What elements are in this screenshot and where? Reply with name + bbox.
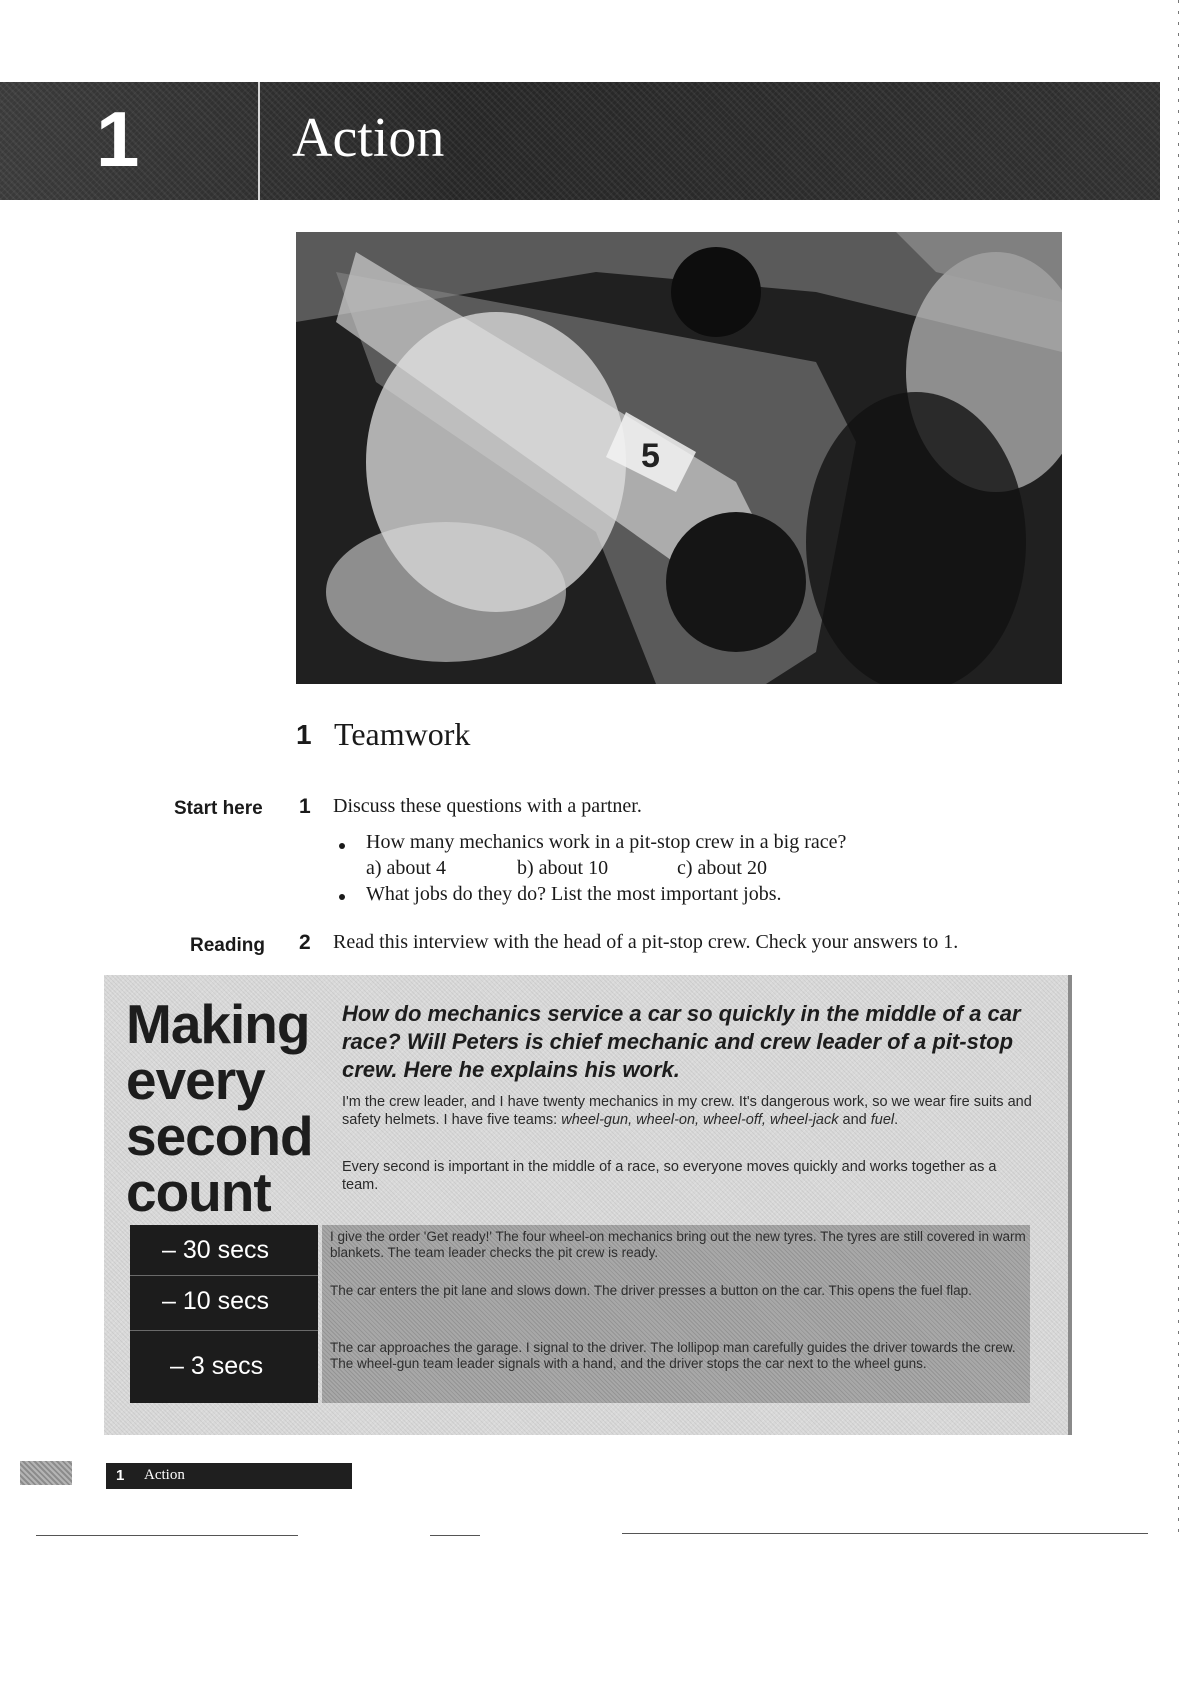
time-label-30: – 30 secs [162, 1236, 270, 1264]
section-title: Teamwork [334, 716, 471, 752]
timeline-text-30: I give the order 'Get ready!' The four wheel-on mechanics bring out the new tyres. The tyres are still covered in warm blankets. The team leader checks the pit crew is ready. [330, 1229, 1026, 1260]
timeline-text-3: The car approaches the garage. I signal to the driver. The lollipop man carefully guides the driver towards the crew. The wheel-gun team leader signals with a hand, and the driver stops the car next to the wheel guns. [330, 1340, 1016, 1371]
footer-tab [106, 1463, 352, 1489]
task1-instruction: Discuss these questions with a partner. [333, 795, 642, 817]
footer-unit-title: Action [144, 1467, 185, 1483]
timeline-divider [130, 1330, 318, 1331]
headline-line: count [126, 1161, 271, 1223]
time-label-10: – 10 secs [162, 1287, 270, 1315]
scan-edge [1178, 0, 1179, 1540]
scan-artifact-line [430, 1535, 480, 1536]
headline-line: Making [126, 993, 310, 1055]
unit-header-band [0, 82, 1160, 200]
timeline-text-10: The car enters the pit lane and slows down. The driver presses a button on the car. This opens the fuel flap. [330, 1283, 972, 1298]
option-c: c) about 20 [677, 857, 767, 879]
task1-question-2: What jobs do they do? List the most important jobs. [366, 883, 782, 905]
section-number: 1 [296, 719, 312, 750]
timeline-divider [130, 1275, 318, 1276]
article-paragraph-1: I'm the crew leader, and I have twenty mechanics in my crew. It's dangerous work, so we wear fire suits and safety helmets. I have five teams: wheel-gun, wheel-on, wheel-off, wheel-jack and fuel. [342, 1094, 1032, 1128]
bullet-dot [339, 843, 345, 849]
pit-stop-photo [296, 232, 1062, 684]
headline-line: every [126, 1049, 265, 1111]
side-label-reading: Reading [190, 935, 265, 956]
task-number-2: 2 [299, 931, 311, 954]
article-headline [126, 993, 313, 1223]
task1-question-1: How many mechanics work in a pit-stop crew in a big race? [366, 831, 847, 853]
article-paragraph-2: Every second is important in the middle of a race, so everyone moves quickly and works together as a team. [342, 1159, 997, 1193]
footer-unit-number: 1 [116, 1467, 125, 1484]
option-b: b) about 10 [517, 857, 609, 879]
headline-line: second [126, 1105, 313, 1167]
task2-instruction: Read this interview with the head of a pit-stop crew. Check your answers to 1. [333, 931, 959, 953]
article-intro: How do mechanics service a car so quickly in the middle of a car race? Will Peters is chief mechanic and crew leader of a pit-stop crew. Here he explains his work. [342, 1001, 1021, 1082]
time-label-3: – 3 secs [170, 1352, 264, 1380]
page-corner-mark [20, 1461, 72, 1485]
unit-number: 1 [96, 95, 140, 183]
scan-artifact-line [36, 1535, 298, 1536]
unit-title: Action [292, 107, 445, 169]
bullet-dot [339, 894, 345, 900]
svg-text:5: 5 [641, 437, 660, 475]
option-a: a) about 4 [366, 857, 446, 879]
task-number-1: 1 [299, 795, 311, 818]
header-divider [258, 82, 260, 200]
scan-artifact-line [622, 1533, 1148, 1534]
side-label-start-here: Start here [174, 798, 263, 819]
article-edge [1068, 975, 1072, 1435]
